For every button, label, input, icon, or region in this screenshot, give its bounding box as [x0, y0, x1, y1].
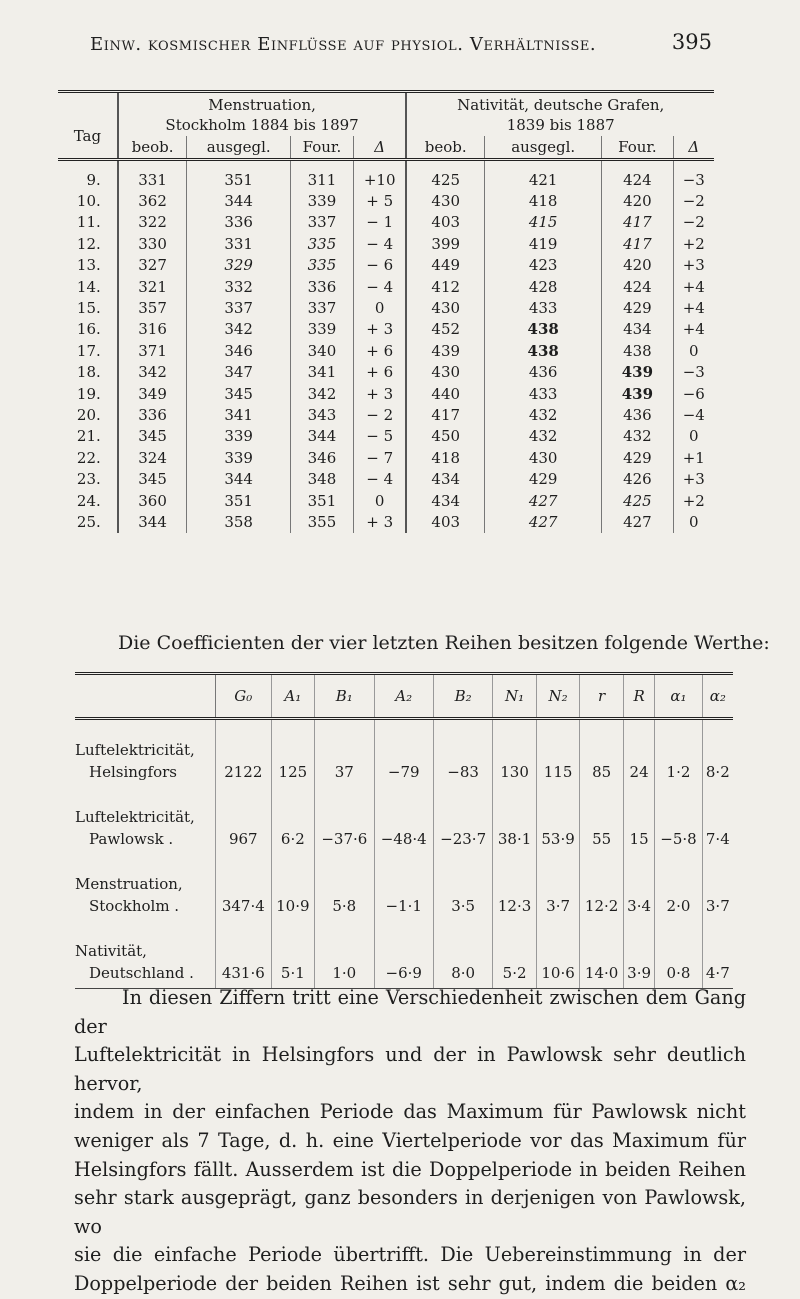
- paragraph-line: indem in der einfachen Periode das Maximum für Pawlowsk nicht: [74, 1100, 746, 1124]
- value-cell: + 6: [353, 340, 406, 361]
- value-cell: 439: [602, 383, 673, 404]
- value-cell: +2: [682, 491, 705, 510]
- value-cell: −3: [682, 363, 705, 382]
- coef-header: N₁: [493, 674, 537, 719]
- coef-header: r: [580, 674, 624, 719]
- value-cell: 420: [602, 255, 673, 276]
- value-cell: 344: [187, 190, 291, 211]
- coef-header: A₁: [271, 674, 315, 719]
- table-row: [58, 511, 714, 532]
- row-label: Menstruation, Stockholm .: [75, 854, 216, 921]
- coef-value: 125: [271, 719, 315, 788]
- col-header: ausgegl.: [187, 136, 291, 160]
- col-header: beob.: [406, 136, 484, 160]
- value-cell: 342: [187, 319, 291, 340]
- value-cell: 345: [118, 426, 187, 447]
- daily-values-body: [58, 160, 714, 533]
- value-cell: 327: [118, 255, 187, 276]
- day-cell: 12.: [58, 233, 118, 254]
- coef-value: 85: [580, 719, 624, 788]
- value-cell: −3: [682, 170, 705, 189]
- value-cell: 438: [485, 340, 602, 361]
- coef-value: 7·4: [705, 830, 730, 848]
- table-row: [58, 255, 714, 276]
- value-cell: 331: [118, 160, 187, 191]
- coef-value: 0·8: [655, 921, 702, 989]
- coef-value: 3·7: [705, 897, 730, 915]
- value-cell: − 2: [353, 404, 406, 425]
- value-cell: 412: [406, 276, 484, 297]
- value-cell: 339: [290, 190, 353, 211]
- value-cell: +10: [353, 160, 406, 191]
- value-cell: +3: [682, 470, 705, 489]
- value-cell: 430: [406, 190, 484, 211]
- value-cell: 329: [187, 255, 291, 276]
- value-cell: 345: [118, 468, 187, 489]
- coef-header: α₂: [702, 674, 733, 719]
- day-cell: 20.: [58, 404, 118, 425]
- value-cell: 420: [602, 190, 673, 211]
- value-cell: 418: [485, 190, 602, 211]
- coef-value: 3·4: [623, 854, 654, 921]
- day-cell: 10.: [58, 190, 118, 211]
- coef-value: 5·8: [315, 854, 374, 921]
- value-cell: 351: [290, 490, 353, 511]
- value-cell: 324: [118, 447, 187, 468]
- day-cell: 9.: [58, 160, 118, 191]
- value-cell: 436: [485, 362, 602, 383]
- day-cell: 19.: [58, 383, 118, 404]
- value-cell: 424: [602, 276, 673, 297]
- value-cell: 337: [290, 212, 353, 233]
- table-row: [58, 212, 714, 233]
- coef-value: 10·9: [271, 854, 315, 921]
- coef-value: 37: [315, 719, 374, 788]
- day-cell: 21.: [58, 426, 118, 447]
- value-cell: 433: [485, 297, 602, 318]
- value-cell: 449: [406, 255, 484, 276]
- col-header: Δ: [673, 136, 714, 160]
- value-cell: 311: [290, 160, 353, 191]
- value-cell: 450: [406, 426, 484, 447]
- value-cell: 343: [290, 404, 353, 425]
- coefficients-body: [75, 719, 733, 989]
- table-row: [58, 319, 714, 340]
- value-cell: − 5: [353, 426, 406, 447]
- coef-value: −79: [374, 719, 433, 788]
- value-cell: − 6: [353, 255, 406, 276]
- value-cell: 0: [689, 341, 699, 360]
- coef-value: −6·9: [374, 921, 433, 989]
- value-cell: 432: [485, 404, 602, 425]
- value-cell: 417: [602, 233, 673, 254]
- coef-value: 5·2: [493, 921, 537, 989]
- value-cell: + 3: [353, 383, 406, 404]
- value-cell: + 3: [353, 511, 406, 532]
- coef-value: 55: [580, 787, 624, 854]
- table-row: [58, 362, 714, 383]
- col-header: beob.: [118, 136, 187, 160]
- daily-values-table: [58, 90, 714, 533]
- value-cell: 430: [406, 362, 484, 383]
- coef-header: B₁: [315, 674, 374, 719]
- value-cell: 344: [187, 468, 291, 489]
- value-cell: 345: [187, 383, 291, 404]
- paragraph-line: Doppelperiode der beiden Reihen ist sehr gut, indem die beiden α₂: [74, 1271, 746, 1295]
- coef-value: −48·4: [374, 787, 433, 854]
- value-cell: 316: [118, 319, 187, 340]
- value-cell: 339: [187, 447, 291, 468]
- value-cell: 331: [187, 233, 291, 254]
- coef-value: 2122: [216, 719, 272, 788]
- coef-value: 14·0: [580, 921, 624, 989]
- value-cell: − 1: [353, 212, 406, 233]
- value-cell: 438: [602, 340, 673, 361]
- coef-value: 24: [623, 719, 654, 788]
- day-cell: 15.: [58, 297, 118, 318]
- value-cell: +4: [682, 277, 705, 296]
- value-cell: 0: [353, 297, 406, 318]
- coef-value: 1·0: [315, 921, 374, 989]
- value-cell: 371: [118, 340, 187, 361]
- table-row: [58, 297, 714, 318]
- value-cell: 342: [118, 362, 187, 383]
- value-cell: 430: [406, 297, 484, 318]
- value-cell: 429: [602, 447, 673, 468]
- coef-value: 6·2: [271, 787, 315, 854]
- day-cell: 22.: [58, 447, 118, 468]
- coef-value: 130: [493, 719, 537, 788]
- value-cell: 0: [353, 490, 406, 511]
- day-cell: 25.: [58, 511, 118, 532]
- day-cell: 13.: [58, 255, 118, 276]
- value-cell: 358: [187, 511, 291, 532]
- paragraph-line: Helsingfors fällt. Ausserdem ist die Doppelperiode in beiden Reihen: [74, 1157, 746, 1181]
- value-cell: 427: [602, 511, 673, 532]
- table-row: [75, 787, 733, 854]
- coef-value: 967: [216, 787, 272, 854]
- day-cell: 18.: [58, 362, 118, 383]
- value-cell: 427: [485, 511, 602, 532]
- running-title: Einw. kosmischer Einflüsse auf physiol. Verhältnisse.: [90, 34, 597, 55]
- value-cell: 351: [187, 490, 291, 511]
- value-cell: 425: [602, 490, 673, 511]
- table-row: [58, 490, 714, 511]
- value-cell: 344: [290, 426, 353, 447]
- paragraph-line: Luftelektricität in Helsingfors und der in Pawlowsk sehr deutlich hervor,: [74, 1043, 746, 1095]
- col-header: Four.: [290, 136, 353, 160]
- value-cell: 348: [290, 468, 353, 489]
- table-row: [75, 854, 733, 921]
- value-cell: +2: [682, 234, 705, 253]
- value-cell: 427: [485, 490, 602, 511]
- value-cell: −4: [682, 405, 705, 424]
- coef-value: 53·9: [536, 787, 580, 854]
- value-cell: + 6: [353, 362, 406, 383]
- coef-value: −23·7: [433, 787, 492, 854]
- value-cell: 434: [406, 490, 484, 511]
- value-cell: 337: [187, 297, 291, 318]
- table-row: [58, 383, 714, 404]
- coef-value: 3·7: [536, 854, 580, 921]
- table-row: [75, 719, 733, 788]
- value-cell: 341: [290, 362, 353, 383]
- value-cell: 335: [290, 255, 353, 276]
- day-cell: 24.: [58, 490, 118, 511]
- value-cell: 336: [290, 276, 353, 297]
- coef-value: 115: [536, 719, 580, 788]
- coef-value: −83: [433, 719, 492, 788]
- table-row: [58, 160, 714, 191]
- value-cell: 426: [602, 468, 673, 489]
- coef-header: G₀: [216, 674, 272, 719]
- coef-value: 8·0: [433, 921, 492, 989]
- coef-header: α₁: [655, 674, 702, 719]
- coef-value: 5·1: [271, 921, 315, 989]
- value-cell: 436: [602, 404, 673, 425]
- value-cell: 339: [290, 319, 353, 340]
- coef-value: 8·2: [705, 763, 730, 781]
- value-cell: 332: [187, 276, 291, 297]
- value-cell: +4: [682, 299, 705, 318]
- coefficients-caption: Die Coefficienten der vier letzten Reihen besitzen folgende Werthe:: [118, 632, 770, 654]
- value-cell: 351: [187, 160, 291, 191]
- coef-header: N₂: [536, 674, 580, 719]
- day-cell: 16.: [58, 319, 118, 340]
- value-cell: 430: [485, 447, 602, 468]
- page-header: [90, 30, 712, 64]
- coef-value: 431·6: [216, 921, 272, 989]
- value-cell: 433: [485, 383, 602, 404]
- value-cell: 421: [485, 160, 602, 191]
- value-cell: +1: [682, 448, 705, 467]
- value-cell: 321: [118, 276, 187, 297]
- value-cell: 417: [602, 212, 673, 233]
- coef-value: 10·6: [536, 921, 580, 989]
- value-cell: 340: [290, 340, 353, 361]
- value-cell: 339: [187, 426, 291, 447]
- value-cell: 337: [290, 297, 353, 318]
- value-cell: 330: [118, 233, 187, 254]
- coef-header: R: [623, 674, 654, 719]
- value-cell: 434: [602, 319, 673, 340]
- page-number: 395: [671, 30, 712, 54]
- value-cell: 415: [485, 212, 602, 233]
- menstruation-group-header: Menstruation, Stockholm 1884 bis 1897: [118, 92, 407, 137]
- coef-value: 2·0: [655, 854, 702, 921]
- value-cell: 357: [118, 297, 187, 318]
- value-cell: − 4: [353, 276, 406, 297]
- coef-value: 1·2: [655, 719, 702, 788]
- value-cell: 403: [406, 212, 484, 233]
- table-row: [58, 233, 714, 254]
- value-cell: −2: [682, 192, 705, 211]
- value-cell: 0: [689, 512, 699, 531]
- value-cell: − 4: [353, 233, 406, 254]
- value-cell: 439: [406, 340, 484, 361]
- value-cell: + 3: [353, 319, 406, 340]
- value-cell: 342: [290, 383, 353, 404]
- value-cell: 425: [406, 160, 484, 191]
- coef-value: 12·3: [493, 854, 537, 921]
- paragraph-line: In diesen Ziffern tritt eine Verschiedenheit zwischen dem Gang der: [74, 986, 746, 1038]
- value-cell: 439: [602, 362, 673, 383]
- day-cell: 11.: [58, 212, 118, 233]
- day-cell: 23.: [58, 468, 118, 489]
- coef-value: 15: [623, 787, 654, 854]
- value-cell: 399: [406, 233, 484, 254]
- value-cell: 432: [485, 426, 602, 447]
- value-cell: 355: [290, 511, 353, 532]
- coef-value: 38·1: [493, 787, 537, 854]
- value-cell: 360: [118, 490, 187, 511]
- value-cell: 440: [406, 383, 484, 404]
- value-cell: 336: [187, 212, 291, 233]
- table-row: [75, 921, 733, 989]
- value-cell: 322: [118, 212, 187, 233]
- paragraph-line: sehr stark ausgeprägt, ganz besonders in derjenigen von Pawlowsk, wo: [74, 1186, 746, 1238]
- value-cell: 341: [187, 404, 291, 425]
- col-header: Δ: [353, 136, 406, 160]
- value-cell: 428: [485, 276, 602, 297]
- value-cell: 344: [118, 511, 187, 532]
- table-row: [58, 276, 714, 297]
- coef-header: A₂: [374, 674, 433, 719]
- value-cell: + 5: [353, 190, 406, 211]
- row-label-header: [75, 674, 216, 719]
- table-row: [58, 426, 714, 447]
- col-header: ausgegl.: [485, 136, 602, 160]
- value-cell: 434: [406, 468, 484, 489]
- coef-value: 12·2: [580, 854, 624, 921]
- coef-value: 3·5: [433, 854, 492, 921]
- coef-value: 4·7: [702, 921, 733, 989]
- value-cell: 362: [118, 190, 187, 211]
- value-cell: 335: [290, 233, 353, 254]
- coef-value: −5·8: [655, 787, 702, 854]
- coef-value: 3·9: [623, 921, 654, 989]
- row-label: Nativität, Deutschland .: [75, 921, 216, 989]
- nativitaet-group-header: Nativität, deutsche Grafen, 1839 bis 1887: [406, 92, 714, 137]
- value-cell: 429: [485, 468, 602, 489]
- value-cell: 432: [602, 426, 673, 447]
- value-cell: 417: [406, 404, 484, 425]
- day-cell: 14.: [58, 276, 118, 297]
- value-cell: 346: [290, 447, 353, 468]
- table-row: [58, 404, 714, 425]
- value-cell: − 4: [353, 468, 406, 489]
- coefficients-table: [75, 672, 733, 989]
- coef-value: −37·6: [315, 787, 374, 854]
- coef-value: −1·1: [374, 854, 433, 921]
- value-cell: 438: [485, 319, 602, 340]
- value-cell: −2: [682, 213, 705, 232]
- value-cell: 418: [406, 447, 484, 468]
- value-cell: +4: [682, 320, 705, 339]
- value-cell: 336: [118, 404, 187, 425]
- table-row: [58, 190, 714, 211]
- body-paragraph: [74, 984, 746, 1299]
- value-cell: +3: [682, 256, 705, 275]
- row-label: Luftelektricität, Pawlowsk .: [75, 787, 216, 854]
- value-cell: 346: [187, 340, 291, 361]
- table-row: [58, 468, 714, 489]
- tag-header: Tag: [58, 92, 118, 160]
- value-cell: 423: [485, 255, 602, 276]
- value-cell: 403: [406, 511, 484, 532]
- value-cell: 452: [406, 319, 484, 340]
- paragraph-line: sie die einfache Periode übertrifft. Die Uebereinstimmung in der: [74, 1243, 746, 1267]
- value-cell: 349: [118, 383, 187, 404]
- paragraph-line: weniger als 7 Tage, d. h. eine Viertelperiode vor das Maximum für: [74, 1128, 746, 1152]
- table-row: [58, 340, 714, 361]
- col-header: Four.: [602, 136, 673, 160]
- value-cell: −6: [682, 384, 705, 403]
- coef-value: 347·4: [216, 854, 272, 921]
- table-row: [58, 447, 714, 468]
- value-cell: 424: [602, 160, 673, 191]
- value-cell: 419: [485, 233, 602, 254]
- value-cell: 347: [187, 362, 291, 383]
- value-cell: − 7: [353, 447, 406, 468]
- value-cell: 0: [689, 427, 699, 446]
- row-label: Luftelektricität, Helsingfors: [75, 719, 216, 788]
- day-cell: 17.: [58, 340, 118, 361]
- coef-header: B₂: [433, 674, 492, 719]
- value-cell: 429: [602, 297, 673, 318]
